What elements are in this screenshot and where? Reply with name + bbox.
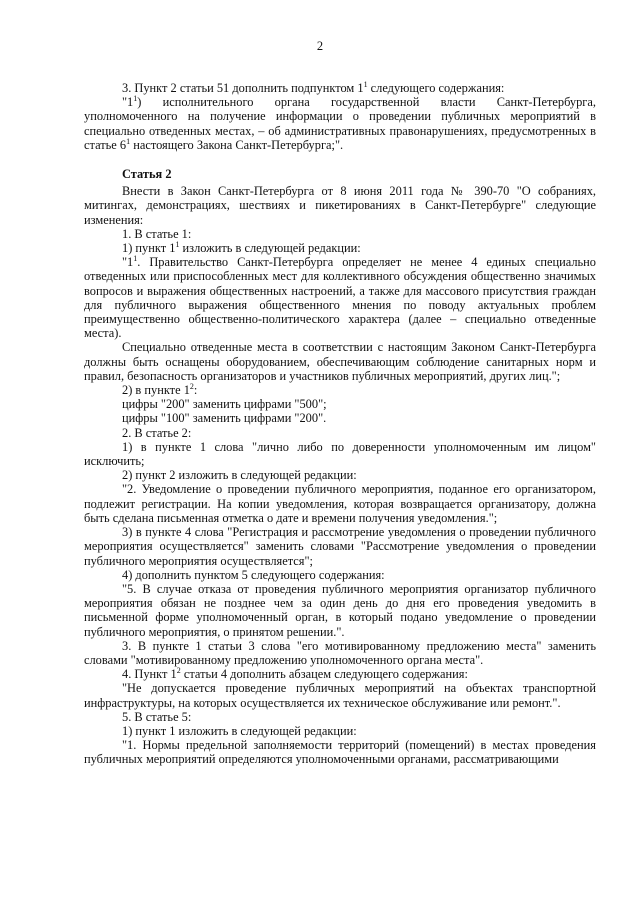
paragraph: "5. В случае отказа от проведения публичного мероприятия организатор публичного мероприятия обязан не позднее чем за один день до дня его проведения уведомить в письменной форме уполномоченный орган, в который подано уведомление о проведении публичного мероприятия, о принятом решении.". <box>84 581 596 639</box>
paragraph: 5. В статье 5: <box>122 709 192 724</box>
page-number: 2 <box>316 39 324 53</box>
superscript-marker: 1 <box>363 79 368 89</box>
paragraph: 4. Пункт $1^2$ статьи 4 дополнить абзацем следующего содержания: <box>122 666 468 682</box>
paragraph: 2) пункт 2 изложить в следующей редакции: <box>122 468 357 483</box>
paragraph: "$1^1$. Правительство Санкт-Петербурга определяет не менее 4 единых специально отведенных или приспособленных мест для коллективного обсуждения общественно значимых вопросов и выражения общественных настроений, а также для массового присутствия граждан для публичного выражения общественного мнения по поводу актуальных проблем преимущественно общественно-политического характера (далее – специально отведенные места). <box>84 254 596 341</box>
paragraph: 1. В статье 1: <box>122 226 192 241</box>
paragraph: 2. В статье 2: <box>122 425 192 440</box>
document-body <box>84 81 596 767</box>
paragraph: 1) пункт 1 изложить в следующей редакции: <box>122 723 357 738</box>
paragraph: 3) в пункте 4 слова "Регистрация и рассмотрение уведомления о проведении публичного мероприятия осуществляется" заменить словами "Рассмотрение уведомления о проведении публичного мероприятия осуществляется"; <box>84 525 596 568</box>
paragraph: 4) дополнить пунктом 5 следующего содержания: <box>122 567 385 582</box>
paragraph: "2. Уведомление о проведении публичного мероприятия, поданное его организатором, подлежит регистрации. На копии уведомления, которая возвращается организатору, должна быть сделана письменная отметка о дате и времени получения уведомления."; <box>84 482 596 525</box>
paragraph: "1. Нормы предельной заполняемости территорий (помещений) в местах проведения публичных мероприятий определяются уполномоченными органами, рассматривающими <box>84 738 596 767</box>
paragraph: "$1^1$) исполнительного органа государственной власти Санкт-Петербурга, уполномоченного на получение информации о проведении публичных мероприятий в специально отведенных местах, – об административных правонарушениях, предусмотренных в статье $6^1$ настоящего Закона Санкт-Петербурга;". <box>84 94 596 152</box>
paragraph: 3. В пункте 1 статьи 3 слова "его мотивированному предложению места" заменить словами "мотивированному предложению уполномоченного органа места". <box>84 638 596 667</box>
paragraph: 1) в пункте 1 слова "лично либо по доверенности уполномоченным им лицом" исключить; <box>84 439 596 469</box>
superscript-marker: 1 <box>133 94 138 104</box>
superscript-marker: 1 <box>126 136 131 146</box>
superscript-marker: 1 <box>133 254 138 264</box>
paragraph: "Не допускается проведение публичных мероприятий на объектах транспортной инфраструктуры, на которых осуществляется их техническое обслуживание или ремонт.". <box>84 681 596 710</box>
superscript-marker: 2 <box>189 381 194 391</box>
paragraph: 3. Пункт 2 статьи 51 дополнить подпунктом $1^1$ следующего содержания: <box>122 79 505 95</box>
paragraph: 2) в пункте $1^2$: <box>122 381 198 398</box>
superscript-marker: 2 <box>176 666 181 675</box>
superscript-marker: 1 <box>175 239 180 249</box>
paragraph: цифры "100" заменить цифрами "200". <box>122 411 327 426</box>
paragraph: Специально отведенные места в соответствии с настоящим Законом Санкт-Петербурга должны быть оснащены оборудованием, обеспечивающим соблюдение санитарных норм и правил, безопасность организаторов и участников публичных мероприятий, других лиц."; <box>84 340 596 383</box>
paragraph: цифры "200" заменить цифрами "500"; <box>122 397 327 412</box>
paragraph: 1) пункт $1^1$ изложить в следующей редакции: <box>122 239 361 256</box>
article-heading: Статья 2 <box>122 167 172 182</box>
paragraph: Внести в Закон Санкт-Петербурга от 8 июня 2011 года № 390-70 "О собраниях, митингах, демонстрациях, шествиях и пикетированиях в Санкт-Петербурге" следующие изменения: <box>84 184 596 227</box>
